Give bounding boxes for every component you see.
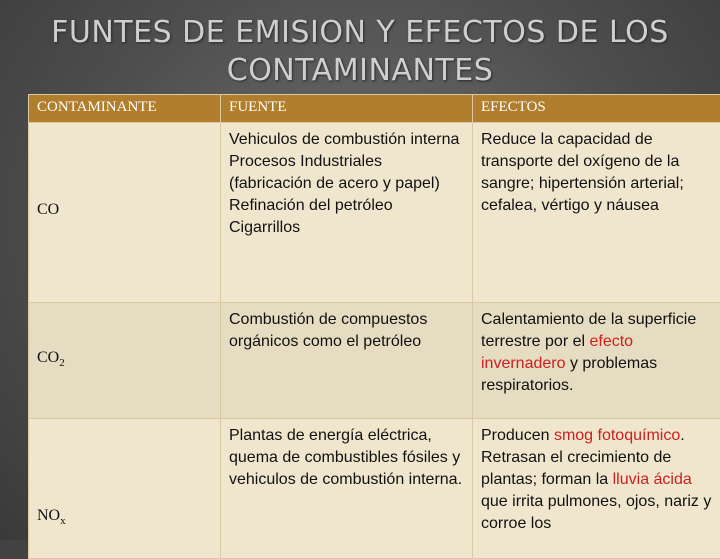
- highlight-efecto-invernadero: efecto invernadero: [481, 333, 633, 372]
- fuente-cell: [221, 419, 473, 559]
- pollutant-name: CO: [37, 349, 59, 366]
- efectos-cell: [473, 123, 720, 303]
- pollutant-subscript: 2: [59, 357, 65, 369]
- pollutant-cell: [29, 123, 221, 303]
- pollutant-cell: [29, 303, 221, 419]
- title-line-2: CONTAMINANTES: [0, 52, 720, 90]
- table-row: [29, 123, 720, 303]
- efectos-text: Reduce la capacidad de transporte del oxígeno de la sangre; hipertensión arterial; cefalea, vértigo y náusea: [481, 131, 684, 214]
- efectos-text: Producen: [481, 427, 554, 444]
- highlight-smog-fotoquimico: smog fotoquímico: [554, 427, 680, 444]
- efectos-text: . Retrasan el crecimiento de plantas; forman la: [481, 427, 685, 488]
- header-contaminante: CONTAMINANTE: [29, 95, 221, 123]
- efectos-text: Calentamiento de la superficie terrestre por el: [481, 311, 696, 350]
- pollutant-subscript: x: [60, 515, 66, 527]
- pollutants-table: [28, 94, 720, 559]
- table-header-row: [29, 95, 720, 123]
- fuente-line: Combustión de compuestos orgánicos como el petróleo: [229, 309, 465, 353]
- header-efectos: EFECTOS: [473, 95, 720, 123]
- fuente-line: Plantas de energía eléctrica, quema de combustibles fósiles y vehiculos de combustión interna.: [229, 425, 465, 491]
- fuente-cell: [221, 303, 473, 419]
- fuente-cell: [221, 123, 473, 303]
- header-fuente: FUENTE: [221, 95, 473, 123]
- efectos-cell: [473, 303, 720, 419]
- fuente-line: Cigarrillos: [229, 217, 465, 239]
- efectos-text: que irrita pulmones, ojos, nariz y corroe los: [481, 493, 711, 532]
- pollutant-name: CO: [37, 201, 59, 218]
- table-row: [29, 303, 720, 419]
- table-row: [29, 419, 720, 559]
- fuente-line: Vehiculos de combustión interna: [229, 129, 465, 151]
- title-line-1: FUNTES DE EMISION Y EFECTOS DE LOS: [0, 14, 720, 52]
- efectos-cell: [473, 419, 720, 559]
- fuente-line: Procesos Industriales (fabricación de acero y papel): [229, 151, 465, 195]
- efectos-text: y problemas respiratorios.: [481, 355, 657, 394]
- pollutant-cell: [29, 419, 221, 559]
- page-title: [0, 14, 720, 90]
- fuente-line: Refinación del petróleo: [229, 195, 465, 217]
- pollutant-name: NO: [37, 507, 60, 524]
- highlight-lluvia-acida: lluvia ácida: [613, 471, 692, 488]
